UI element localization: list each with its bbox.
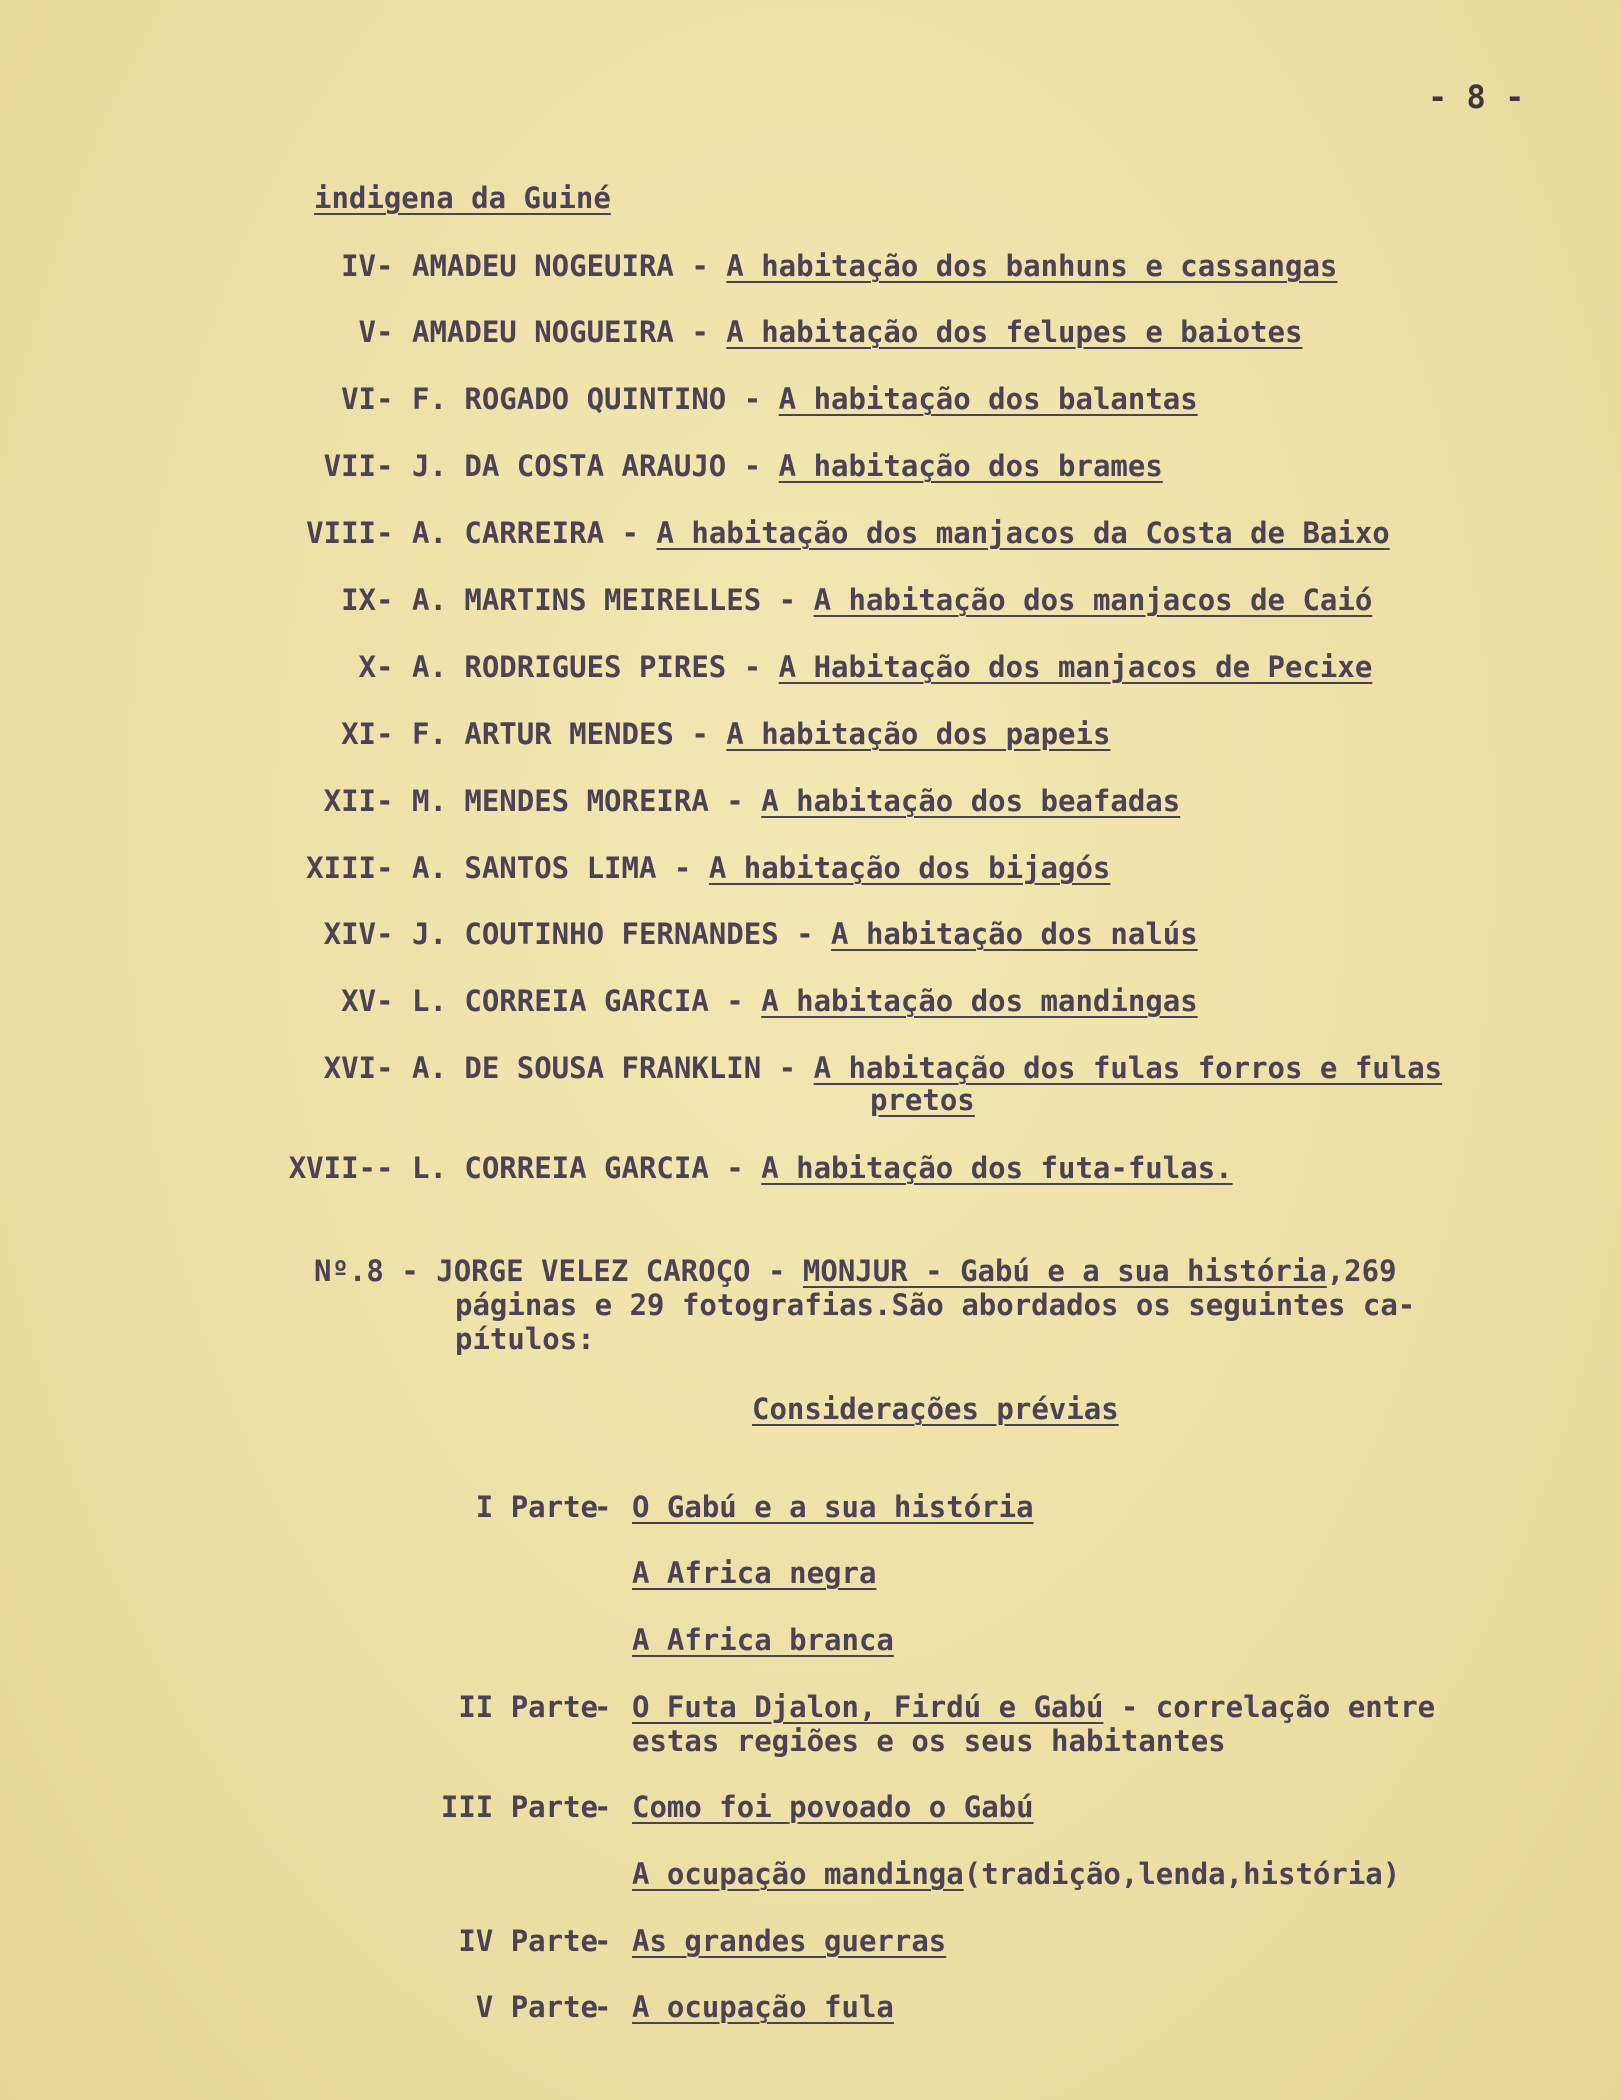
entry-title: A habitação dos nalús: [831, 917, 1198, 951]
entry-number: V: [358, 315, 376, 349]
entry-dash: -: [376, 1051, 394, 1085]
entry-dash: -: [376, 1151, 394, 1185]
part-text: [632, 1623, 1572, 1657]
entry-number: VII: [323, 449, 376, 483]
entry-title: A habitação dos brames: [778, 449, 1163, 483]
part-text: [632, 1790, 1572, 1824]
entry-title: A habitação dos papeis: [726, 717, 1111, 751]
item-8-author: JORGE VELEZ CAROÇO: [436, 1254, 751, 1288]
part-title-rest: - correlação entre: [1103, 1690, 1436, 1724]
part-title-rest: (tradição,lenda,história): [963, 1857, 1401, 1891]
entry-author: AMADEU NOGEUIRA: [412, 249, 674, 283]
part-text: [632, 1556, 1572, 1590]
entry-dash: -: [376, 583, 394, 617]
entry-body: AMADEU NOGUEIRA - A habitação dos felupes e baiotes: [412, 315, 1303, 349]
entry-author: F. ARTUR MENDES: [412, 717, 674, 751]
entry-body: A. RODRIGUES PIRES - A Habitação dos manjacos de Pecixe: [412, 650, 1373, 684]
part-title: O Futa Djalon, Firdú e Gabú: [632, 1690, 1104, 1724]
part-label: V Parte: [475, 1990, 598, 2024]
item-8-line3: pítulos:: [455, 1322, 595, 1356]
entry-number: XI: [341, 717, 376, 751]
section-heading: indigena da Guiné: [314, 181, 611, 215]
entry-author: A. SANTOS LIMA: [412, 851, 657, 885]
part-text: [632, 1690, 1572, 1758]
entry-title: A Habitação dos manjacos de Pecixe: [778, 650, 1373, 684]
entry-body: A. MARTINS MEIRELLES - A habitação dos manjacos de Caió: [412, 583, 1373, 617]
entry-dash: -: [376, 516, 394, 550]
entry-number: XIV: [323, 917, 376, 951]
entry-number: XVI: [323, 1051, 376, 1085]
entry-dash: -: [376, 851, 394, 885]
item-8-title: Gabú e a sua história: [960, 1254, 1327, 1288]
part-dash: -: [594, 1490, 612, 1524]
part-title: O Gabú e a sua história: [632, 1490, 1034, 1524]
entry-author: F. ROGADO QUINTINO: [412, 382, 727, 416]
item-8-pages: ,269: [1326, 1254, 1397, 1288]
entry-body: F. ARTUR MENDES - A habitação dos papeis: [412, 717, 1111, 751]
part-dash: -: [594, 1924, 612, 1958]
entry-body: J. COUTINHO FERNANDES - A habitação dos nalús: [412, 917, 1198, 951]
entry-body: A. SANTOS LIMA - A habitação dos bijagós: [412, 851, 1111, 885]
entry-author: L. CORREIA GARCIA: [412, 984, 709, 1018]
entry-dash: -: [376, 717, 394, 751]
part-label: IV Parte: [458, 1924, 598, 1958]
entry-dash: -: [376, 249, 394, 283]
entry-author: A. MARTINS MEIRELLES: [412, 583, 762, 617]
entry-author: A. DE SOUSA FRANKLIN: [412, 1051, 762, 1085]
entry-number: XIII: [306, 851, 376, 885]
entry-author: M. MENDES MOREIRA: [412, 784, 709, 818]
entry-number: XV: [341, 984, 376, 1018]
entry-title-continuation: pretos: [870, 1083, 975, 1117]
entry-author: AMADEU NOGUEIRA: [412, 315, 674, 349]
part-text: [632, 1924, 1572, 1958]
entry-title: A habitação dos felupes e baiotes: [726, 315, 1303, 349]
entry-number: VI: [341, 382, 376, 416]
entry-body: AMADEU NOGEUIRA - A habitação dos banhuns e cassangas: [412, 249, 1338, 283]
part-line2: estas regiões e os seus habitantes: [632, 1724, 1226, 1758]
page-number: - 8 -: [1428, 78, 1525, 116]
entry-dash: -: [376, 784, 394, 818]
entry-title: A habitação dos bijagós: [708, 851, 1111, 885]
entry-author: J. DA COSTA ARAUJO: [412, 449, 727, 483]
entry-body: L. CORREIA GARCIA - A habitação dos futa-fulas.: [412, 1151, 1233, 1185]
part-label: III Parte: [440, 1790, 598, 1824]
entry-title: A habitação dos fulas forros e fulas: [813, 1051, 1443, 1085]
entry-body: F. ROGADO QUINTINO - A habitação dos balantas: [412, 382, 1198, 416]
part-text: [632, 1990, 1572, 2024]
entry-dash: -: [376, 984, 394, 1018]
part-text: [632, 1490, 1572, 1524]
entry-dash: -: [376, 315, 394, 349]
entry-dash: -: [376, 650, 394, 684]
entry-number: XII: [323, 784, 376, 818]
entry-author: A. RODRIGUES PIRES: [412, 650, 727, 684]
entry-body: M. MENDES MOREIRA - A habitação dos beafadas: [412, 784, 1181, 818]
entry-author: L. CORREIA GARCIA: [412, 1151, 709, 1185]
entry-dash: -: [376, 917, 394, 951]
entry-author: J. COUTINHO FERNANDES: [412, 917, 779, 951]
entry-title: A habitação dos banhuns e cassangas: [726, 249, 1338, 283]
part-dash: -: [594, 1990, 612, 2024]
entry-dash: -: [376, 382, 394, 416]
part-label: II Parte: [458, 1690, 598, 1724]
entry-title: A habitação dos manjacos de Caió: [813, 583, 1373, 617]
item-8-line1: Nº.8 - JORGE VELEZ CAROÇO - MONJUR - Gabú e a sua história,269: [314, 1254, 1397, 1288]
entry-body: L. CORREIA GARCIA - A habitação dos mandingas: [412, 984, 1198, 1018]
considerations-heading: Considerações prévias: [752, 1392, 1119, 1426]
entry-number: X: [358, 650, 376, 684]
part-dash: -: [594, 1790, 612, 1824]
entry-body: J. DA COSTA ARAUJO - A habitação dos brames: [412, 449, 1163, 483]
part-title: A Africa branca: [632, 1623, 894, 1657]
entry-title: A habitação dos futa-fulas.: [761, 1151, 1233, 1185]
entry-author: A. CARREIRA: [412, 516, 605, 550]
part-title: A Africa negra: [632, 1556, 877, 1590]
part-title: A ocupação mandinga: [632, 1857, 964, 1891]
entry-dash: -: [376, 449, 394, 483]
entry-number: IX: [341, 583, 376, 617]
entry-title: A habitação dos manjacos da Costa de Baixo: [656, 516, 1390, 550]
entry-title: A habitação dos beafadas: [761, 784, 1181, 818]
part-dash: -: [594, 1690, 612, 1724]
entry-number: VIII: [306, 516, 376, 550]
entry-number: IV: [341, 249, 376, 283]
entry-number: XVII-: [288, 1151, 376, 1185]
entry-body: A. CARREIRA - A habitação dos manjacos da Costa de Baixo: [412, 516, 1390, 550]
part-title: Como foi povoado o Gabú: [632, 1790, 1034, 1824]
part-text: [632, 1857, 1572, 1891]
entry-title: A habitação dos balantas: [778, 382, 1198, 416]
entry-body: A. DE SOUSA FRANKLIN - A habitação dos fulas forros e fulas: [412, 1051, 1443, 1085]
item-8-label: Nº.8: [314, 1254, 384, 1288]
item-8-pseudonym: MONJUR: [802, 1254, 908, 1288]
item-8-line2: páginas e 29 fotografias.São abordados os seguintes ca-: [455, 1288, 1416, 1322]
part-title: As grandes guerras: [632, 1924, 947, 1958]
entry-title: A habitação dos mandingas: [761, 984, 1198, 1018]
part-title: A ocupação fula: [632, 1990, 894, 2024]
part-label: I Parte: [475, 1490, 598, 1524]
